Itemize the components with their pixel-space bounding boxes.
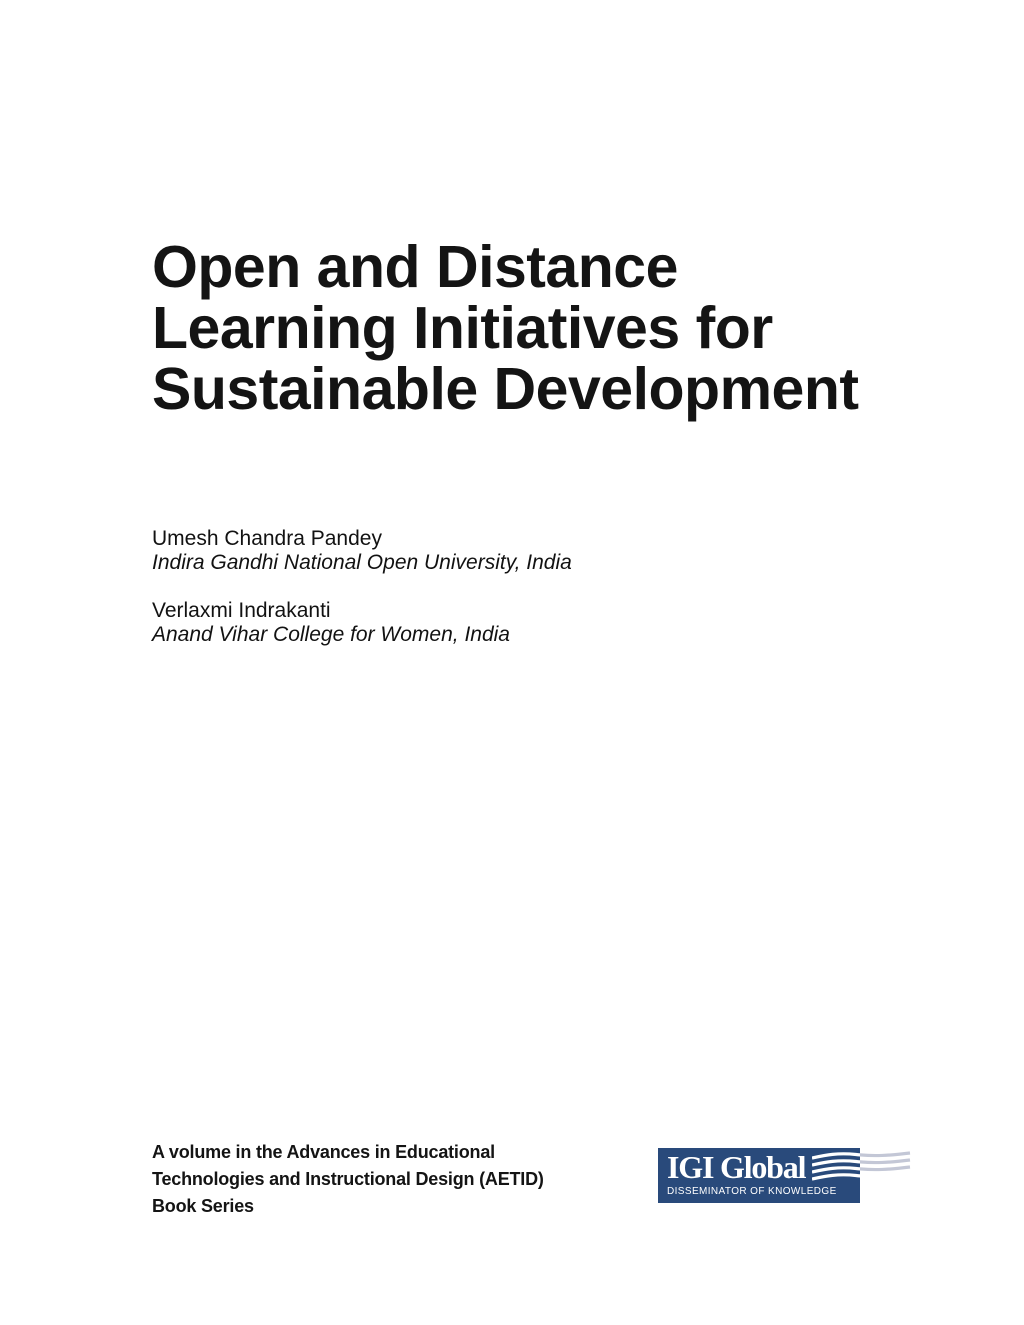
author-name: Verlaxmi Indrakanti <box>152 599 331 622</box>
author-entry <box>152 527 572 575</box>
book-title-line-1: Open and Distance <box>152 234 678 300</box>
series-note-line-2: Technologies and Instructional Design (AETID) <box>152 1169 544 1189</box>
authors-block <box>152 527 572 671</box>
series-note <box>152 1139 544 1220</box>
author-entry <box>152 599 572 647</box>
series-note-line-3: Book Series <box>152 1196 254 1216</box>
book-title-line-2: Learning Initiatives for <box>152 295 773 361</box>
author-name: Umesh Chandra Pandey <box>152 527 382 550</box>
book-title <box>152 234 859 422</box>
series-note-line-1: A volume in the Advances in Educational <box>152 1142 495 1162</box>
publisher-logo-tagline: DISSEMINATOR OF KNOWLEDGE <box>667 1186 837 1197</box>
book-title-line-3: Sustainable Development <box>152 356 859 422</box>
author-affiliation: Indira Gandhi National Open University, India <box>152 551 572 574</box>
wave-stripes-icon <box>812 1150 912 1182</box>
publisher-logo-name: IGI Global <box>667 1149 806 1185</box>
author-affiliation: Anand Vihar College for Women, India <box>152 623 510 646</box>
